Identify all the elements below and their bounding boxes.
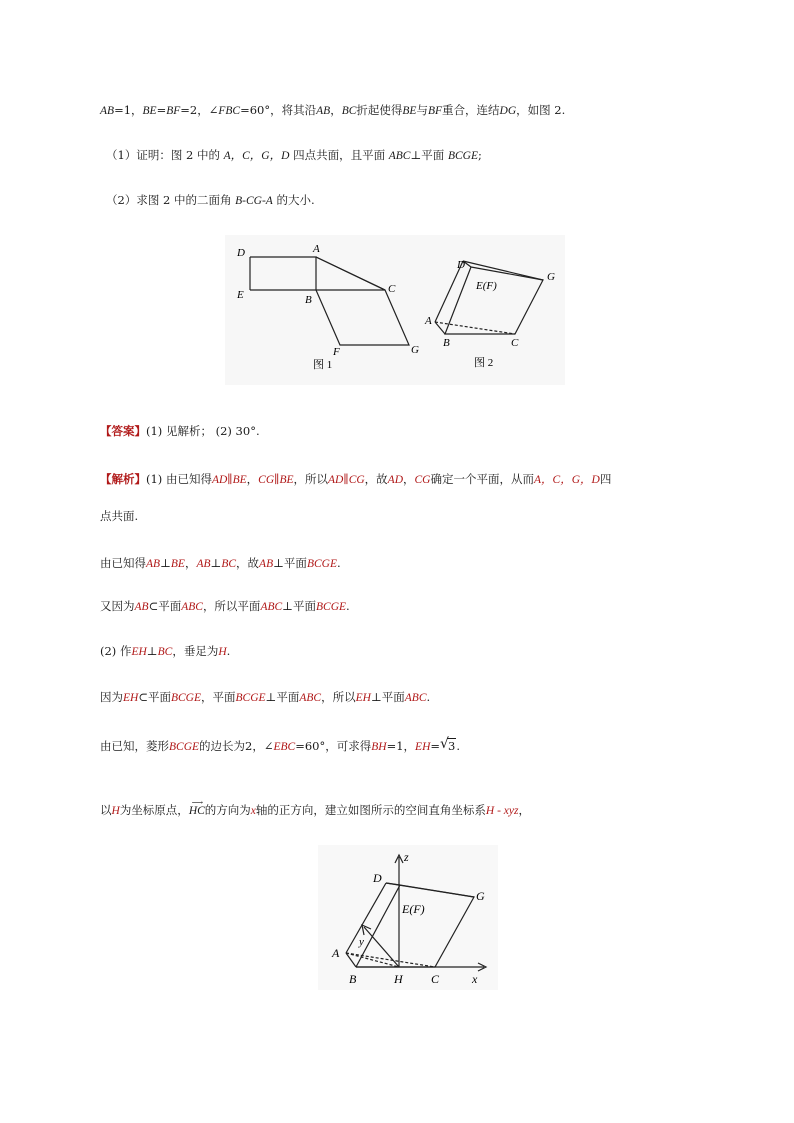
text: (1) 由已知得	[146, 472, 212, 486]
text: 与	[416, 103, 428, 117]
text: ⊥	[146, 644, 158, 658]
text: 的方向为	[204, 803, 251, 817]
text: BE	[232, 474, 247, 486]
text: ABC	[404, 692, 427, 704]
text: 确定一个平面，从而	[430, 472, 534, 486]
text: EH	[123, 692, 139, 704]
fig3-label-a: A	[332, 946, 340, 960]
text: 轴的正方向，建立如图所示的空间直角坐标系	[255, 803, 486, 817]
vector-arrow-icon: ⟶	[191, 798, 203, 807]
text: .	[456, 739, 461, 753]
text: =	[430, 739, 441, 753]
text: A，C，G，D	[223, 150, 290, 162]
radical-icon: √	[440, 736, 449, 752]
text: FBC	[218, 105, 241, 117]
fig3-label-d: D	[373, 871, 382, 885]
text: =60°，可求得	[295, 739, 372, 753]
fig1-label-d: D	[237, 247, 245, 259]
text: BE	[142, 105, 157, 117]
text: CG	[258, 474, 275, 486]
fig1-label-f: F	[333, 346, 340, 358]
question-1	[106, 146, 482, 165]
text: ABC	[388, 150, 411, 162]
fig2-label-a: A	[425, 315, 432, 327]
text: BCGE	[306, 558, 337, 570]
fig3-label-y: y	[359, 936, 364, 948]
text: BCGE	[170, 692, 202, 704]
text: BE	[170, 558, 185, 570]
text: 又因为	[100, 599, 135, 613]
text: ∥	[343, 472, 349, 486]
text: 折起使得	[356, 103, 403, 117]
vector-hc	[188, 798, 205, 820]
text: AB	[146, 558, 161, 570]
text: BCGE	[235, 692, 266, 704]
figure-3	[318, 845, 498, 990]
text: （2）求图 2 中的二面角	[106, 193, 232, 207]
fig3-label-b: B	[349, 972, 357, 986]
text: BE	[402, 105, 417, 117]
text: BF	[166, 105, 181, 117]
text: =1，	[114, 103, 143, 117]
text: 因为	[100, 690, 123, 704]
solution-tag: 【解析】	[100, 472, 146, 486]
text: ⊥	[160, 556, 171, 570]
text: x	[250, 805, 256, 817]
text: （1）证明：图 2 中的	[106, 148, 220, 162]
fig3-label-g: G	[476, 889, 485, 903]
text: AD	[328, 474, 344, 486]
solution-line-2	[100, 554, 341, 573]
text: EBC	[273, 741, 296, 753]
fig3-label-ef: E(F)	[402, 902, 425, 916]
fig3-label-c: C	[431, 972, 440, 986]
text: (2) 30°.	[215, 424, 260, 438]
text: ⊥	[210, 556, 222, 570]
text: ⊥平面	[282, 599, 316, 613]
text: CG	[348, 474, 365, 486]
solution-line-6	[100, 737, 460, 756]
text: ⊥平面	[370, 690, 405, 704]
text: ，	[403, 472, 415, 486]
text: BE	[279, 474, 294, 486]
answer-tag: 【答案】	[100, 424, 146, 438]
text: ，如图 2.	[516, 103, 566, 117]
text: 以	[100, 803, 112, 817]
text: ，所以	[321, 690, 356, 704]
text: =	[156, 103, 167, 117]
text: CG	[414, 474, 431, 486]
fig3-label-x: x	[472, 972, 478, 986]
text: 由已知，菱形	[100, 739, 169, 753]
text: A，C，G，D	[534, 474, 600, 486]
text: 四	[599, 472, 612, 486]
text: ⊥平面	[410, 148, 445, 162]
text: 的边长为2，∠	[199, 739, 274, 753]
text: .	[346, 599, 350, 613]
text: EH	[131, 646, 147, 658]
text: ⊂平面	[138, 690, 171, 704]
text: BCGE	[169, 741, 200, 753]
fig1-label-g: G	[411, 344, 419, 356]
text: ∥	[227, 472, 233, 486]
text: ，所以平面	[202, 599, 261, 613]
text: ⊥平面	[273, 556, 307, 570]
text: ，	[330, 103, 342, 117]
text: (1) 见解析；	[146, 424, 212, 438]
text: =2，∠	[180, 103, 219, 117]
text: B-CG-A	[235, 195, 273, 207]
fig2-label-b: B	[443, 337, 450, 349]
fig2-label-g: G	[547, 271, 555, 283]
fig3-label-h: H	[394, 972, 403, 986]
answer-line	[100, 422, 260, 440]
text: H	[218, 646, 227, 658]
question-2	[106, 191, 315, 210]
solution-line-7	[100, 798, 530, 820]
text: ，所以	[293, 472, 329, 486]
fig2-caption: 图 2	[474, 357, 494, 369]
text: .	[426, 690, 431, 704]
solution-line-5	[100, 688, 430, 707]
text: AB	[134, 601, 149, 613]
text: EH	[415, 741, 431, 753]
text: ABC	[260, 601, 283, 613]
fig1-label-c: C	[388, 283, 396, 295]
fig1-label-a: A	[313, 243, 320, 255]
text: AB	[316, 105, 331, 117]
text: 由已知得	[100, 556, 146, 570]
text: BF	[427, 105, 443, 117]
text: BH	[371, 741, 387, 753]
text: H	[111, 805, 120, 817]
text: HC	[188, 805, 205, 817]
text: BC	[157, 646, 173, 658]
text: 3	[448, 739, 456, 753]
text: 点共面.	[100, 509, 139, 523]
figure-background	[318, 845, 498, 990]
solution-line-1	[100, 470, 611, 489]
text: ，故	[236, 556, 260, 570]
figure-1-2	[225, 235, 565, 385]
text: EH	[355, 692, 371, 704]
text: ，垂足为	[172, 644, 219, 658]
text: BC	[341, 105, 357, 117]
text: BC	[221, 558, 237, 570]
sqrt-3	[440, 737, 456, 755]
text: AD	[211, 474, 228, 486]
text: ，	[184, 556, 197, 570]
text: ，	[246, 472, 259, 486]
text: H - xyz	[485, 805, 519, 817]
fig2-label-c: C	[511, 337, 519, 349]
fig1-label-e: E	[237, 289, 244, 301]
text: =60°，将其沿	[240, 103, 317, 117]
solution-line-1b	[100, 507, 138, 525]
text: 重合，连结	[442, 103, 500, 117]
text: ;	[477, 148, 482, 162]
text: DG	[499, 105, 517, 117]
text: .	[336, 556, 341, 570]
fig1-caption: 图 1	[313, 359, 333, 371]
text: ⊥平面	[265, 690, 300, 704]
fig1-label-b: B	[305, 294, 312, 306]
text: 为坐标原点，	[119, 803, 189, 817]
text: .	[226, 644, 231, 658]
text: BCGE	[447, 150, 478, 162]
text: ABC	[181, 601, 203, 613]
text: ⊂平面	[148, 599, 182, 613]
fig2-label-d: D	[457, 259, 465, 271]
text: ∥	[274, 472, 280, 486]
text: ABC	[299, 692, 322, 704]
text: ，平面	[201, 690, 236, 704]
problem-intro	[100, 101, 565, 120]
text: ，故	[364, 472, 388, 486]
fig2-label-ef: E(F)	[476, 280, 497, 292]
text: =1，	[386, 739, 416, 753]
text: AB	[100, 105, 115, 117]
fig3-label-z: z	[404, 850, 409, 864]
text: 的大小.	[276, 193, 315, 207]
text: AB	[259, 558, 274, 570]
text: (2) 作	[100, 644, 132, 658]
text: 四点共面，且平面	[293, 148, 386, 162]
solution-line-3	[100, 597, 350, 616]
solution-line-4	[100, 642, 230, 661]
text: BCGE	[316, 601, 347, 613]
text: AD	[387, 474, 404, 486]
text: ，	[518, 803, 530, 817]
text: AB	[196, 558, 211, 570]
